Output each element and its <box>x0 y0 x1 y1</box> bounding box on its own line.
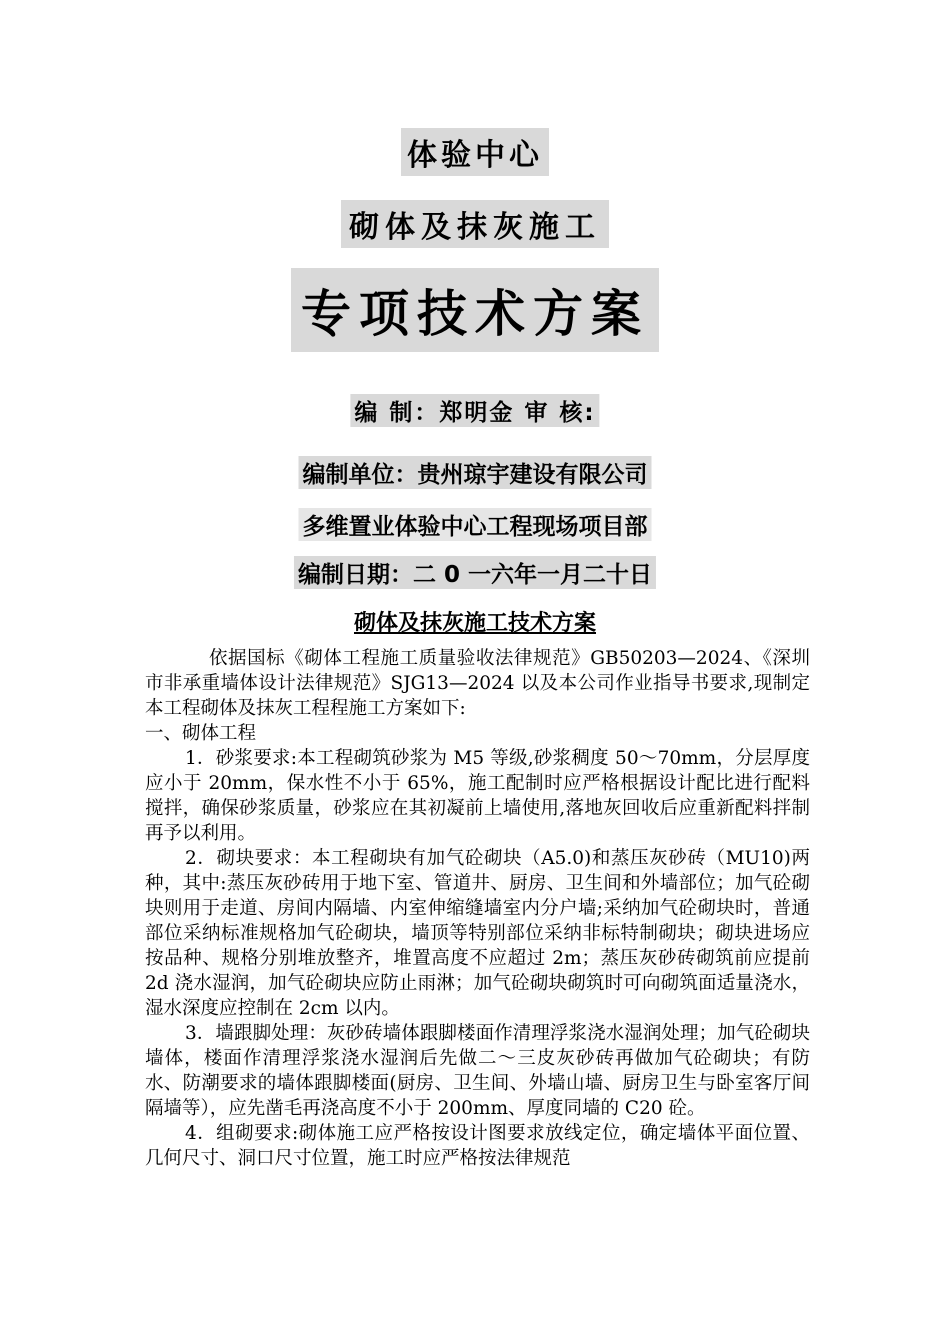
item-paragraph-2: 2．砌块要求：本工程砌块有加气砼砌块（A5.0)和蒸压灰砂砖（MU10)两种，其中:蒸压灰砂砖用于地下室、管道井、厨房、卫生间和外墙部位；加气砼砌块则用于走道、房间内隔墙、内室伸缩缝墙室内分户墙;采纳加气砼砌块时，普通部位采纳标准规格加气砼砌块，墙顶等特别部位采纳非标特制砌块；砌块进场应按品种、规格分别堆放整齐，堆置高度不应超过 2m；蒸压灰砂砖砌筑前应提前 2d 浇水湿润，加气砼砌块应防止雨淋；加气砼砌块砌筑时可向砌筑面适量浇水，湿水深度应控制在 2cm 以内。 <box>145 848 810 1019</box>
intro-paragraph: 依据国标《砌体工程施工质量验收法律规范》GB50203—2024、《深圳市非承重墙体设计法律规范》SJG13—2024 以及本公司作业指导书要求,现制定本工程砌体及抹灰工程程施工方案如下: <box>145 648 810 719</box>
author-line: 编 制：郑明金 审 核: <box>350 394 599 427</box>
dept-line: 多维置业体验中心工程现场项目部 <box>299 508 652 541</box>
cover-title-line2: 砌体及抹灰施工 <box>341 200 609 248</box>
date-line: 编制日期：二 0 一六年一月二十日 <box>294 556 656 589</box>
item-paragraph-3: 3．墙跟脚处理：灰砂砖墙体跟脚楼面作清理浮浆浇水湿润处理；加气砼砌块墙体，楼面作清理浮浆浇水湿润后先做二～三皮灰砂砖再做加气砼砌块；有防水、防潮要求的墙体跟脚楼面(厨房、卫生间、外墙山墙、厨房卫生与卧室客厅间隔墙等），应先凿毛再浇高度不小于 200mm、厚度同墙的 C20 砼。 <box>145 1023 810 1119</box>
unit-line: 编制单位：贵州琼宇建设有限公司 <box>299 456 652 489</box>
item-paragraph-4: 4．组砌要求:砌体施工应严格按设计图要求放线定位，确定墙体平面位置、几何尺寸、洞口尺寸位置，施工时应严格按法律规范 <box>145 1123 810 1169</box>
item-paragraph-1: 1．砂浆要求:本工程砌筑砂浆为 M5 等级,砂浆稠度 50～70mm，分层厚度应小于 20mm，保水性不小于 65%，施工配制时应严格根据设计配比进行配料搅拌，确保砂浆质量，砂浆应在其初凝前上墙使用,落地灰回收后应重新配料拌制再予以利用。 <box>145 748 810 844</box>
cover-title-line3: 专项技术方案 <box>291 268 659 352</box>
document-body <box>145 646 810 1171</box>
document-heading: 砌体及抹灰施工技术方案 <box>353 611 597 636</box>
section-title: 一、砌体工程 <box>145 723 257 744</box>
cover-title-line1: 体验中心 <box>401 128 549 176</box>
